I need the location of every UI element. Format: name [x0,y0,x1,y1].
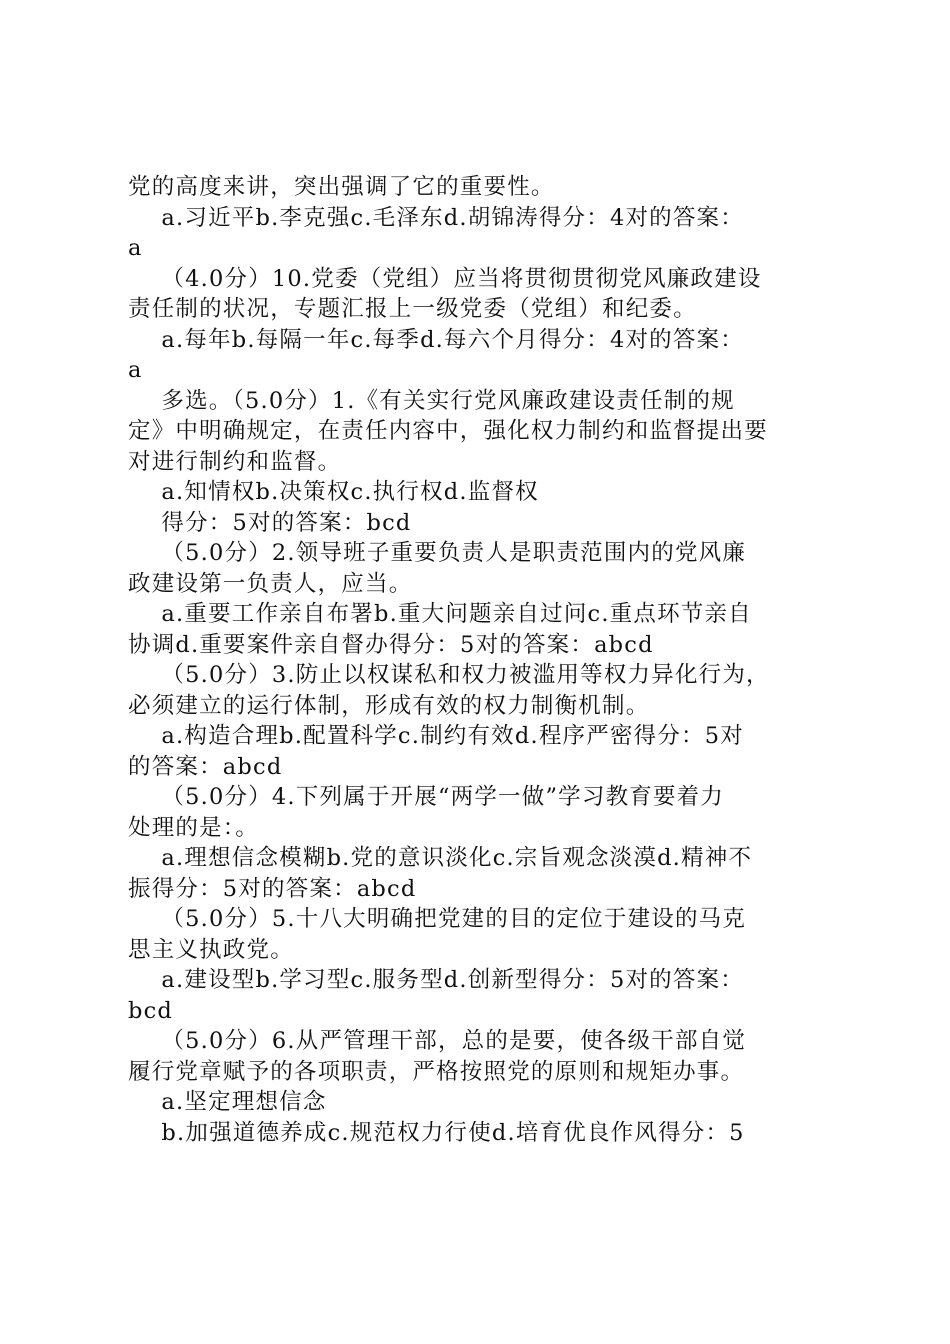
text-line: 责任制的状况，专题汇报上一级党委（党组）和纪委。 [128,296,697,322]
text-line: a [128,357,143,383]
text-line: a.坚定理想信念 [128,1089,327,1115]
text-line: a.重要工作亲自布署b.重大问题亲自过问c.重点环节亲自 [128,601,752,627]
text-line: a.建设型b.学习型c.服务型d.创新型得分：5对的答案： [128,967,744,993]
text-line: a.习近平b.李克强c.毛泽东d.胡锦涛得分：4对的答案： [128,204,744,231]
text-line: 对进行制约和监督。 [128,448,342,475]
text-line: （5.0分）2.领导班子重要负责人是职责范围内的党风廉 [128,540,747,566]
document-body [128,172,833,1148]
text-line: 必须建立的运行体制，形成有效的权力制衡机制。 [128,692,650,719]
text-line: a.每年b.每隔一年c.每季d.每六个月得分：4对的答案： [128,326,744,353]
text-line: （5.0分）6.从严管理干部，总的是要，使各级干部自觉 [128,1028,747,1054]
text-line: 处理的是：。 [128,814,259,841]
text-line: 定》中明确规定，在责任内容中，强化权力制约和监督提出要 [128,418,768,444]
text-line: （5.0分）5.十八大明确把党建的目的定位于建设的马克 [128,906,747,932]
text-line: a.理想信念模糊b.党的意识淡化c.宗旨观念淡漠d.精神不 [128,845,753,871]
text-line: 多选。（5.0分）1.《有关实行党风廉政建设责任制的规 [128,387,735,414]
text-line: 协调d.重要案件亲自督办得分：5对的答案：abcd [128,631,654,658]
text-line: a [128,235,143,261]
text-line: （5.0分）4.下列属于开展“两学一做”学习教育要着力 [128,784,725,810]
text-line: bcd [128,997,174,1024]
text-line: 政建设第一负责人，应当。 [128,570,413,597]
text-line: 得分：5对的答案：bcd [128,509,412,536]
text-line: a.构造合理b.配置科学c.制约有效d.程序严密得分：5对 [128,723,744,749]
text-line: b.加强道德养成c.规范权力行使d.培育优良作风得分：5 [128,1119,745,1146]
text-line: （5.0分）3.防止以权谋私和权力被滥用等权力异化行为， [128,662,770,688]
text-line: a.知情权b.决策权c.执行权d.监督权 [128,479,539,505]
text-line: 党的高度来讲，突出强调了它的重要性。 [128,174,555,200]
text-line: 的答案：abcd [128,753,283,780]
text-line: 履行党章赋予的各项职责，严格按照党的原则和规矩办事。 [128,1058,745,1085]
text-line: 思主义执政党。 [128,936,294,963]
text-line: （4.0分）10.党委（党组）应当将贯彻贯彻党风廉政建设 [128,265,762,292]
text-line: 振得分：5对的答案：abcd [128,875,417,902]
